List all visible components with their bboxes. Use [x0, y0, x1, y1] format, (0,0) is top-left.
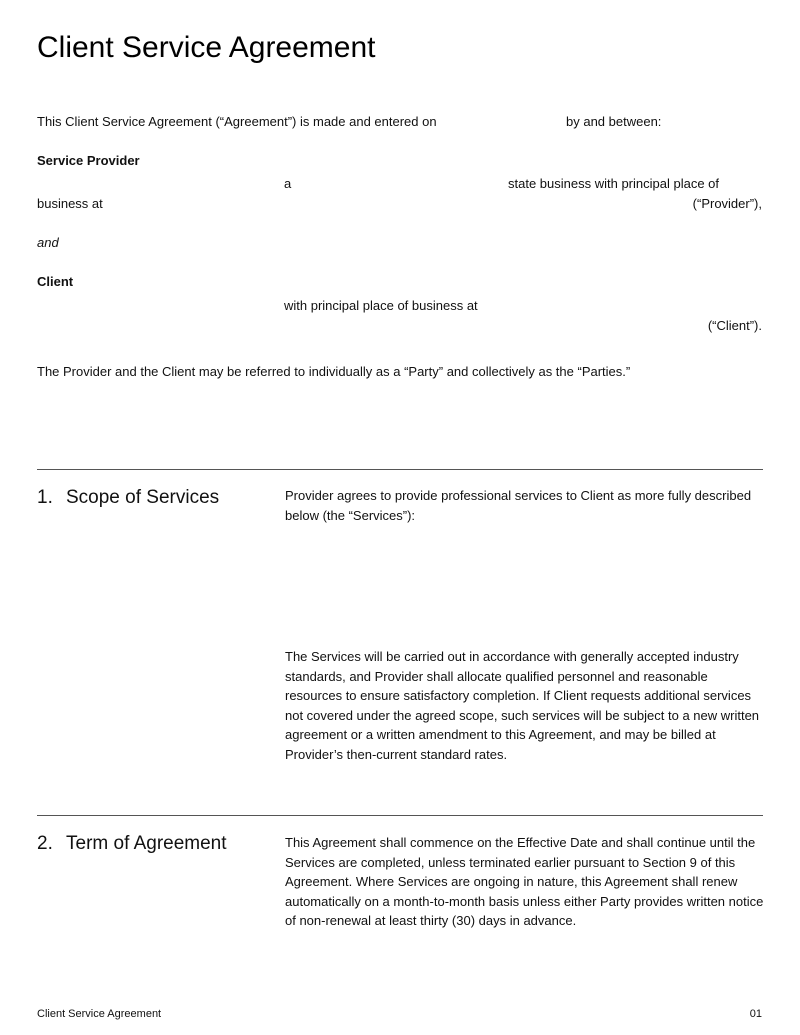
provider-business-at: business at	[37, 196, 103, 211]
section-1-intro: Provider agrees to provide professional services to Client as more fully described below (the “Services”):	[285, 488, 752, 523]
divider	[37, 469, 763, 470]
provider-a: a	[284, 176, 292, 191]
intro-text: This Client Service Agreement (“Agreement”) is made and entered on	[37, 114, 437, 129]
provider-suffix: (“Provider”),	[692, 196, 762, 211]
client-suffix: (“Client”).	[707, 318, 762, 333]
footer-title: Client Service Agreement	[37, 1008, 162, 1020]
section-1-heading	[37, 486, 219, 510]
provider-heading: Service Provider	[37, 153, 140, 168]
section-title: Term of Agreement	[66, 833, 227, 854]
section-number: 1.	[37, 487, 53, 508]
divider	[37, 815, 763, 816]
section-title: Scope of Services	[66, 487, 220, 508]
and-text: and	[37, 235, 59, 250]
page-number: 01	[749, 1008, 762, 1020]
page-title: Client Service Agreement	[37, 31, 376, 64]
section-1-body: The Services will be carried out in accordance with generally accepted industry standards, and Provider shall allocate qualified personnel and reasonable resources to ensure satisfactory completion. If Client requests additional services not covered under the agreed scope, such services will be subject to a new written agreement or a written amendment to this Agreement, and may be billed at Provider’s then-current standard rates.	[285, 649, 760, 762]
intro-text-end: by and between:	[566, 114, 662, 129]
section-number: 2.	[37, 833, 53, 854]
client-heading: Client	[37, 274, 74, 289]
section-2-body: This Agreement shall commence on the Effective Date and shall continue until the Services are completed, unless terminated earlier pursuant to Section 9 of this Agreement. Where Services are ongoing in nature, this Agreement shall renew automatically on a month-to-month basis unless either Party provides written notice of non-renewal at least thirty (30) days in advance.	[285, 835, 764, 928]
client-place: with principal place of business at	[284, 298, 478, 313]
parties-text: The Provider and the Client may be referred to individually as a “Party” and collectively as the “Parties.”	[37, 364, 631, 379]
section-2-heading	[37, 832, 227, 856]
provider-state: state business with principal place of	[508, 176, 720, 191]
